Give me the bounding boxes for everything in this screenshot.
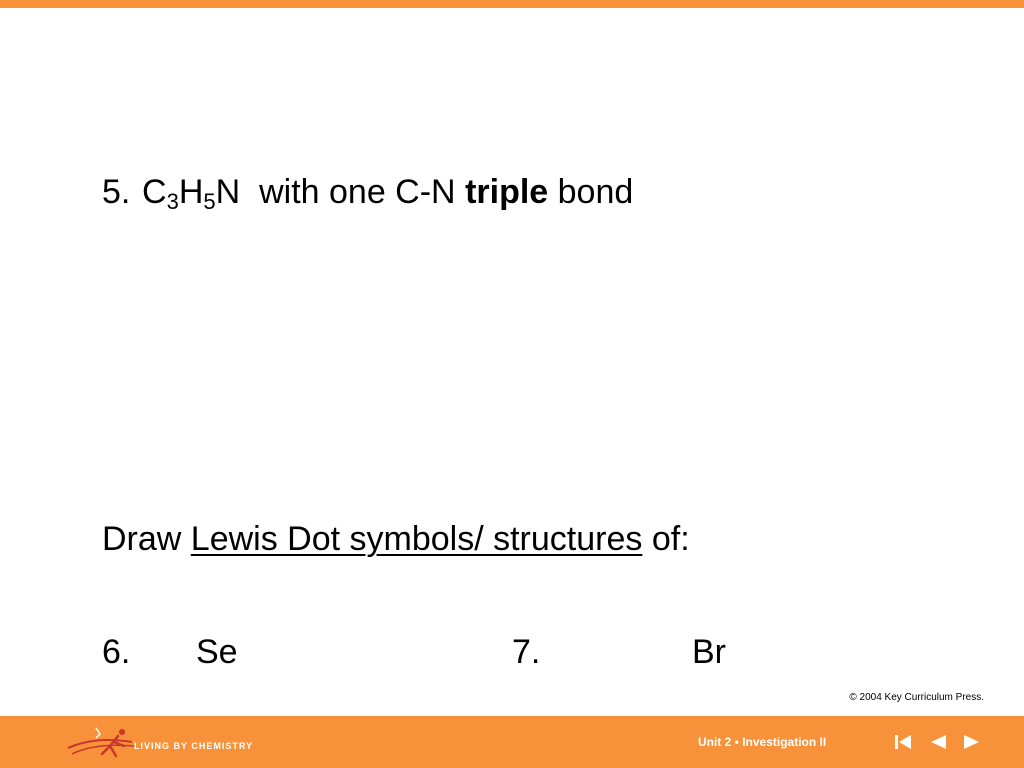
draw-instruction xyxy=(102,519,690,560)
formula-h-subscript: 5 xyxy=(203,189,216,214)
question-5 xyxy=(102,172,633,213)
draw-instruction-prefix: Draw xyxy=(102,520,182,558)
next-icon[interactable] xyxy=(962,732,982,752)
question-5-text: with one C-N xyxy=(259,173,456,211)
formula-c-subscript: 3 xyxy=(166,189,179,214)
question-6-number: 6. xyxy=(102,633,131,671)
draw-instruction-underlined: Lewis Dot symbols/ structures xyxy=(190,520,643,558)
formula-n: N xyxy=(215,173,241,211)
unit-label: Unit 2 • Investigation II xyxy=(698,735,827,749)
logo-text: LIVING BY CHEMISTRY xyxy=(134,741,254,751)
footer-bar xyxy=(0,716,1024,768)
question-7-element: Br xyxy=(692,633,726,671)
runner-logo-icon xyxy=(66,724,136,764)
formula-h: H xyxy=(178,173,204,211)
question-6-element: Se xyxy=(196,633,238,671)
skip-to-first-icon[interactable] xyxy=(893,732,913,752)
draw-instruction-suffix: of: xyxy=(651,520,690,558)
question-5-text-end: bond xyxy=(557,173,634,211)
question-5-bold-word: triple xyxy=(465,173,549,211)
question-5-number: 5. xyxy=(102,173,131,211)
previous-icon[interactable] xyxy=(928,732,948,752)
copyright-notice: © 2004 Key Curriculum Press. xyxy=(849,692,984,703)
formula-c: C xyxy=(142,173,167,211)
question-7-number: 7. xyxy=(512,633,541,671)
